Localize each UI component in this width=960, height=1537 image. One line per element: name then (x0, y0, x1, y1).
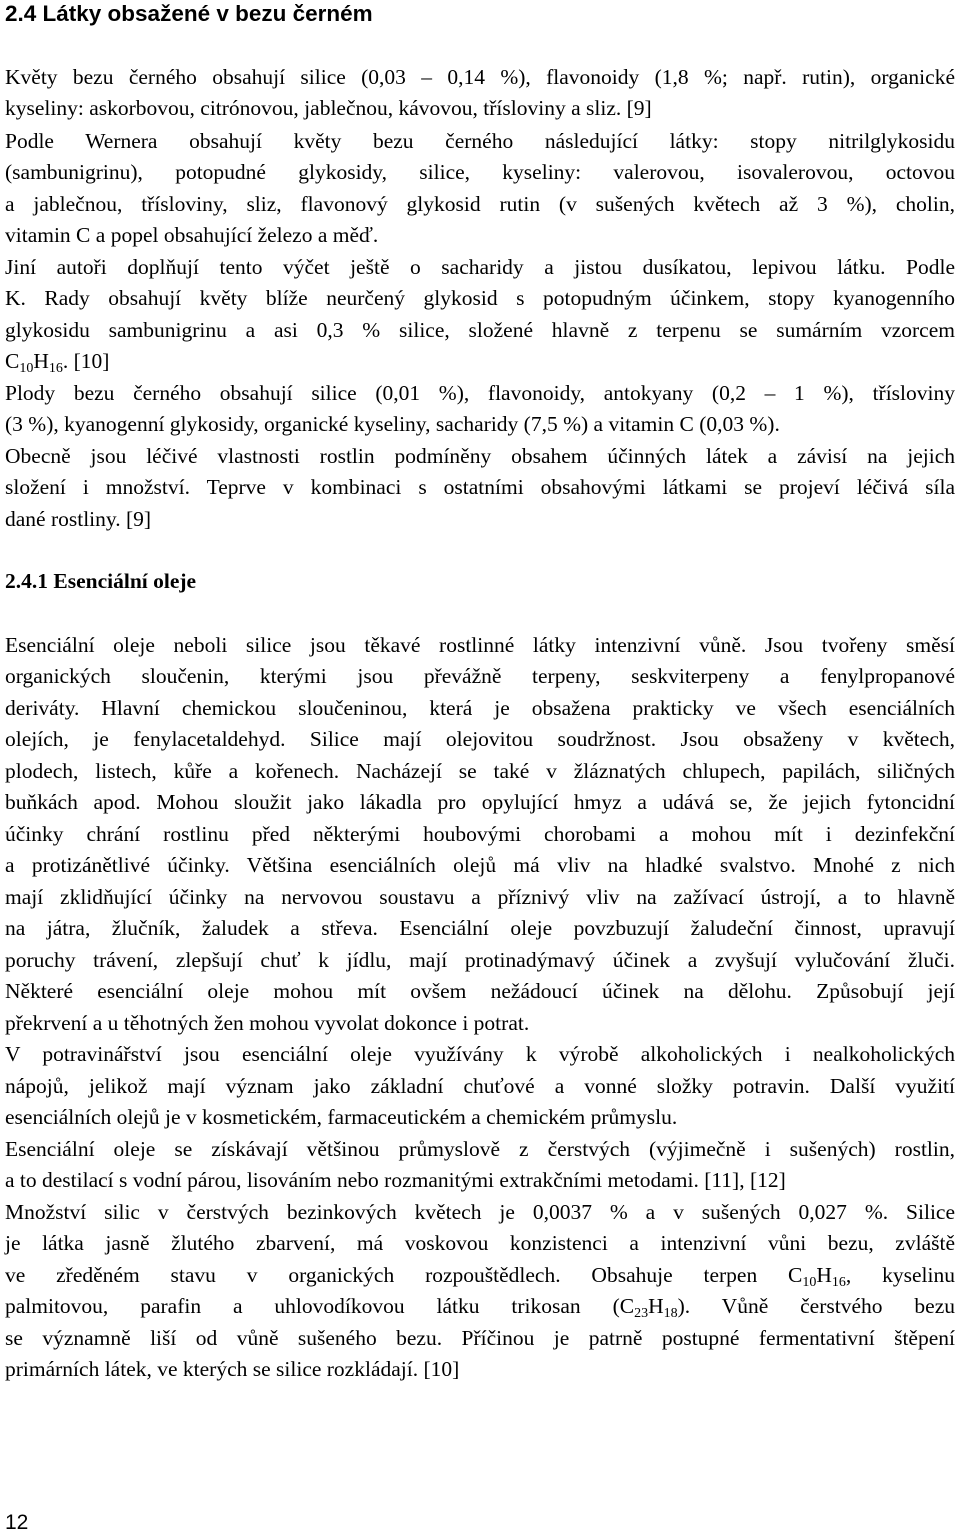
paragraph-3-line-1: Jiní autoři doplňují tento výčet ještě o sacharidy a jistou dusíkatou, lepivou látku. Podle (5, 255, 955, 279)
paragraph-9-line-3 (5, 1261, 955, 1289)
paragraph-6-line-1: Esenciální oleje neboli silice jsou těkavé rostlinné látky intenzivní vůně. Jsou tvořeny směsí (5, 633, 955, 657)
paragraph-4-line-2: (3 %), kyanogenní glykosidy, organické kyseliny, sacharidy (7,5 %) a vitamin C (0,03 %). (5, 412, 780, 436)
paragraph-2-line-3: a jablečnou, třísloviny, sliz, flavonový glykosid rutin (v sušených květech až 3 %), cholin, (5, 192, 955, 216)
paragraph-9-line-4 (5, 1292, 955, 1320)
paragraph-7-line-2: nápojů, jelikož mají význam jako základní chuťové a vonné složky potravin. Další využití (5, 1074, 955, 1098)
section-heading-2-4-1: 2.4.1 Esenciální oleje (5, 569, 197, 593)
formula-subscript: 16 (831, 1275, 846, 1290)
paragraph-2-line-2: (sambunigrinu), potopudné glykosidy, silice, kyseliny: valerovou, isovalerovou, octovou (5, 160, 955, 184)
paragraph-8-line-1: Esenciální oleje se získávají většinou průmyslově z čerstvých (výjimečně i sušených) rostlin, (5, 1137, 955, 1161)
paragraph-9-line-5: se významně liší od vůně sušeného bezu. Příčinou je patrně postupné fermentativní štěpení (5, 1326, 955, 1350)
paragraph-9-line-2: je látka jasně žlutého zbarvení, má voskovou konzistenci a intenzivní vůni bezu, zvláště (5, 1231, 955, 1255)
paragraph-7-line-3: esenciálních olejů je v kosmetickém, farmaceutickém a chemickém průmyslu. (5, 1105, 678, 1129)
paragraph-5-line-2: složení i množství. Teprve v kombinaci s ostatními obsahovými látkami se projeví léčivá síla (5, 475, 955, 499)
paragraph-6-line-10: na játra, žlučník, žaludek a střeva. Esenciální oleje povzbuzují žaludeční činnost, upravují (5, 916, 955, 940)
paragraph-6-line-9: mají zklidňující účinky na nervovou soustavu a příznivý vliv na zažívací ústrojí, a to hlavně (5, 885, 955, 909)
formula-h: H (816, 1263, 832, 1287)
paragraph-1-line-1: Květy bezu černého obsahují silice (0,03 – 0,14 %), flavonoidy (1,8 %; např. rutin), organické (5, 65, 955, 89)
formula-h: H (648, 1294, 664, 1318)
paragraph-4-line-1: Plody bezu černého obsahují silice (0,01 %), flavonoidy, antokyany (0,2 – 1 %), třísloviny (5, 381, 955, 405)
text-run: , kyselinu (845, 1263, 955, 1287)
formula-subscript: 10 (802, 1275, 817, 1290)
text-run: palmitovou, parafin a uhlovodíkovou látku trikosan (C (5, 1294, 635, 1318)
paragraph-6-line-13: překrvení a u těhotných žen mohou vyvolat dokonce i potrat. (5, 1011, 530, 1035)
paragraph-6-line-2: organických sloučenin, kterými jsou převážně terpeny, seskviterpeny a fenylpropanové (5, 664, 955, 688)
paragraph-6-line-3: deriváty. Hlavní chemickou sloučeninou, která je obsažena prakticky ve všech esenciálních (5, 696, 955, 720)
paragraph-9-line-6: primárních látek, ve kterých se silice rozkládají. [10] (5, 1357, 460, 1381)
paragraph-3-line-3: glykosidu sambunigrinu a asi 0,3 % silice, složené hlavně z terpenu se sumárním vzorcem (5, 318, 955, 342)
formula-subscript: 23 (634, 1306, 649, 1321)
citation: . [10] (62, 349, 110, 373)
page-number: 12 (5, 1511, 29, 1534)
text-run: ). Vůně čerstvého bezu (677, 1294, 956, 1318)
paragraph-5-line-1: Obecně jsou léčivé vlastnosti rostlin podmíněny obsahem účinných látek a závisí na jejich (5, 444, 955, 468)
paragraph-3-line-2: K. Rady obsahují květy blíže neurčený glykosid s potopudným účinkem, stopy kyanogenního (5, 286, 955, 310)
section-heading-2-4: 2.4 Látky obsažené v bezu černém (5, 1, 373, 26)
paragraph-6-line-11: poruchy trávení, zlepšují chuť k jídlu, mají protinadýmavý účinek a zvyšují vylučování žluči. (5, 948, 955, 972)
formula-subscript: 10 (19, 361, 34, 376)
paragraph-2-line-1: Podle Wernera obsahují květy bezu černého následující látky: stopy nitrilglykosidu (5, 129, 955, 153)
paragraph-5-line-3: dané rostliny. [9] (5, 507, 152, 531)
paragraph-1-line-2: kyseliny: askorbovou, citrónovou, jablečnou, kávovou, třísloviny a sliz. [9] (5, 96, 652, 120)
paragraph-6-line-8: a protizánětlivé účinky. Většina esenciálních olejů má vliv na hladké svalstvo. Mnohé z nich (5, 853, 955, 877)
formula-subscript: 18 (663, 1306, 678, 1321)
paragraph-6-line-7: účinky chrání rostlinu před některými houbovými chorobami a mohou mít i dezinfekční (5, 822, 955, 846)
paragraph-6-line-4: olejích, je fenylacetaldehyd. Silice mají olejovitou soudržnost. Jsou obsaženy v květech, (5, 727, 955, 751)
paragraph-3-line-4 (5, 347, 955, 375)
paragraph-6-line-6: buňkách apod. Mohou sloužit jako lákadla pro opylující hmyz a udává se, že jejich fytoncidní (5, 790, 955, 814)
paragraph-7-line-1: V potravinářství jsou esenciální oleje využívány k výrobě alkoholických i nealkoholických (5, 1042, 955, 1066)
paragraph-8-line-2: a to destilací s vodní párou, lisováním nebo rozmanitými extrakčními metodami. [11], [12] (5, 1168, 786, 1192)
formula-c: C (5, 349, 20, 373)
paragraph-6-line-12: Některé esenciální oleje mohou mít ovšem nežádoucí účinek na dělohu. Způsobují její (5, 979, 955, 1003)
formula-h: H (33, 349, 49, 373)
paragraph-6-line-5: plodech, listech, kůře a kořenech. Nacházejí se také v žláznatých chlupech, papilách, siličných (5, 759, 955, 783)
formula-subscript: 16 (48, 361, 63, 376)
paragraph-9-line-1: Množství silic v čerstvých bezinkových květech je 0,0037 % a v sušených 0,027 %. Silice (5, 1200, 955, 1224)
paragraph-2-line-4: vitamin C a popel obsahující železo a měď. (5, 223, 379, 247)
text-run: ve zředěném stavu v organických rozpouštědlech. Obsahuje terpen C (5, 1263, 803, 1287)
